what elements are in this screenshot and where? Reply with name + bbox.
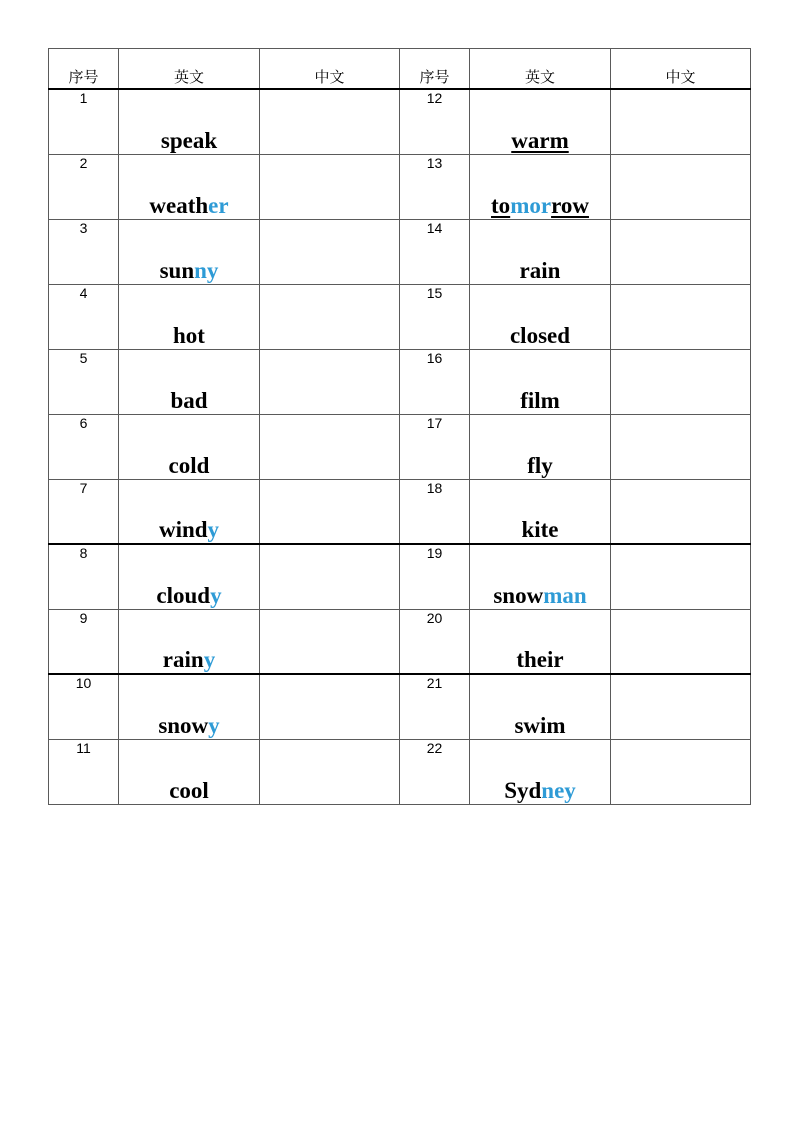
chinese-answer-cell[interactable] xyxy=(260,739,400,804)
english-word xyxy=(119,414,260,479)
highlighted-letters: ney xyxy=(541,777,576,803)
item-number: 7 xyxy=(49,479,119,544)
word-segment: hot xyxy=(173,322,205,348)
word-segment: fly xyxy=(527,452,553,478)
chinese-answer-cell[interactable] xyxy=(260,349,400,414)
chinese-answer-cell[interactable] xyxy=(611,219,751,284)
english-word xyxy=(119,219,260,284)
table-row xyxy=(49,89,751,154)
word-segment: kite xyxy=(521,517,559,542)
header-english-left: 英文 xyxy=(119,49,260,90)
chinese-answer-cell[interactable] xyxy=(611,609,751,674)
english-word xyxy=(119,674,260,739)
english-word xyxy=(470,739,611,804)
vocabulary-body xyxy=(49,89,751,804)
chinese-answer-cell[interactable] xyxy=(611,349,751,414)
highlighted-letters: y xyxy=(207,517,220,542)
word-segment: closed xyxy=(509,322,571,348)
chinese-answer-cell[interactable] xyxy=(260,284,400,349)
english-word xyxy=(470,609,611,674)
english-word xyxy=(470,284,611,349)
header-chinese-right: 中文 xyxy=(611,49,751,90)
word-segment: snow xyxy=(493,582,544,608)
highlighted-letters: y xyxy=(208,712,220,738)
item-number: 18 xyxy=(400,479,470,544)
table-row xyxy=(49,609,751,674)
word-segment: rain xyxy=(519,257,561,283)
english-word xyxy=(470,89,611,154)
word-segment: cloud xyxy=(156,582,211,608)
table-row xyxy=(49,674,751,739)
highlighted-letters: er xyxy=(208,192,229,218)
english-word xyxy=(119,349,260,414)
chinese-answer-cell[interactable] xyxy=(260,219,400,284)
item-number: 1 xyxy=(49,89,119,154)
table-row xyxy=(49,479,751,544)
chinese-answer-cell[interactable] xyxy=(611,284,751,349)
word-segment: warm xyxy=(511,127,569,153)
item-number: 2 xyxy=(49,154,119,219)
item-number: 4 xyxy=(49,284,119,349)
item-number: 11 xyxy=(49,739,119,804)
item-number: 9 xyxy=(49,609,119,674)
item-number: 14 xyxy=(400,219,470,284)
header-number-right: 序号 xyxy=(400,49,470,90)
item-number: 3 xyxy=(49,219,119,284)
item-number: 17 xyxy=(400,414,470,479)
word-segment: snow xyxy=(158,712,209,738)
header-number-left: 序号 xyxy=(49,49,119,90)
word-segment: swim xyxy=(514,712,566,738)
word-segment: film xyxy=(520,387,560,413)
item-number: 13 xyxy=(400,154,470,219)
table-row xyxy=(49,414,751,479)
item-number: 10 xyxy=(49,674,119,739)
table-row xyxy=(49,349,751,414)
header-row xyxy=(49,49,751,90)
header-english-right: 英文 xyxy=(470,49,611,90)
table-row xyxy=(49,219,751,284)
chinese-answer-cell[interactable] xyxy=(611,739,751,804)
word-segment: weath xyxy=(149,192,209,218)
item-number: 19 xyxy=(400,544,470,609)
chinese-answer-cell[interactable] xyxy=(611,674,751,739)
english-word xyxy=(470,544,611,609)
item-number: 5 xyxy=(49,349,119,414)
word-segment: cold xyxy=(168,452,210,478)
header-chinese-left: 中文 xyxy=(260,49,400,90)
chinese-answer-cell[interactable] xyxy=(260,414,400,479)
english-word xyxy=(119,154,260,219)
highlighted-letters: man xyxy=(543,582,587,608)
table-row xyxy=(49,739,751,804)
english-word xyxy=(470,479,611,544)
english-word xyxy=(119,544,260,609)
english-word xyxy=(119,89,260,154)
english-word xyxy=(119,284,260,349)
english-word xyxy=(470,674,611,739)
highlighted-letters: y xyxy=(203,647,216,672)
item-number: 16 xyxy=(400,349,470,414)
english-word xyxy=(470,219,611,284)
item-number: 12 xyxy=(400,89,470,154)
item-number: 21 xyxy=(400,674,470,739)
item-number: 15 xyxy=(400,284,470,349)
vocabulary-table xyxy=(48,48,751,805)
word-segment: to xyxy=(491,192,511,218)
word-segment: wind xyxy=(158,517,208,542)
table-row xyxy=(49,284,751,349)
english-word xyxy=(470,414,611,479)
word-segment: rain xyxy=(162,647,204,672)
highlighted-letters: mor xyxy=(510,192,552,218)
chinese-answer-cell[interactable] xyxy=(260,674,400,739)
highlighted-letters: ny xyxy=(194,257,219,283)
chinese-answer-cell[interactable] xyxy=(611,154,751,219)
word-segment: sun xyxy=(159,257,195,283)
item-number: 6 xyxy=(49,414,119,479)
chinese-answer-cell[interactable] xyxy=(260,479,400,544)
item-number: 22 xyxy=(400,739,470,804)
word-segment: Syd xyxy=(504,777,542,803)
word-segment: cool xyxy=(169,777,209,803)
item-number: 20 xyxy=(400,609,470,674)
chinese-answer-cell[interactable] xyxy=(260,609,400,674)
highlighted-letters: y xyxy=(210,582,222,608)
chinese-answer-cell[interactable] xyxy=(611,479,751,544)
word-segment: bad xyxy=(170,387,208,413)
word-segment: their xyxy=(516,647,564,672)
english-word xyxy=(470,154,611,219)
english-word xyxy=(119,739,260,804)
chinese-answer-cell[interactable] xyxy=(611,414,751,479)
english-word xyxy=(470,349,611,414)
worksheet-page xyxy=(48,48,751,805)
english-word xyxy=(119,609,260,674)
chinese-answer-cell[interactable] xyxy=(260,544,400,609)
chinese-answer-cell[interactable] xyxy=(611,89,751,154)
table-row xyxy=(49,544,751,609)
english-word xyxy=(119,479,260,544)
item-number: 8 xyxy=(49,544,119,609)
table-row xyxy=(49,154,751,219)
chinese-answer-cell[interactable] xyxy=(611,544,751,609)
chinese-answer-cell[interactable] xyxy=(260,89,400,154)
word-segment: speak xyxy=(160,127,218,153)
chinese-answer-cell[interactable] xyxy=(260,154,400,219)
word-segment: row xyxy=(551,192,589,218)
